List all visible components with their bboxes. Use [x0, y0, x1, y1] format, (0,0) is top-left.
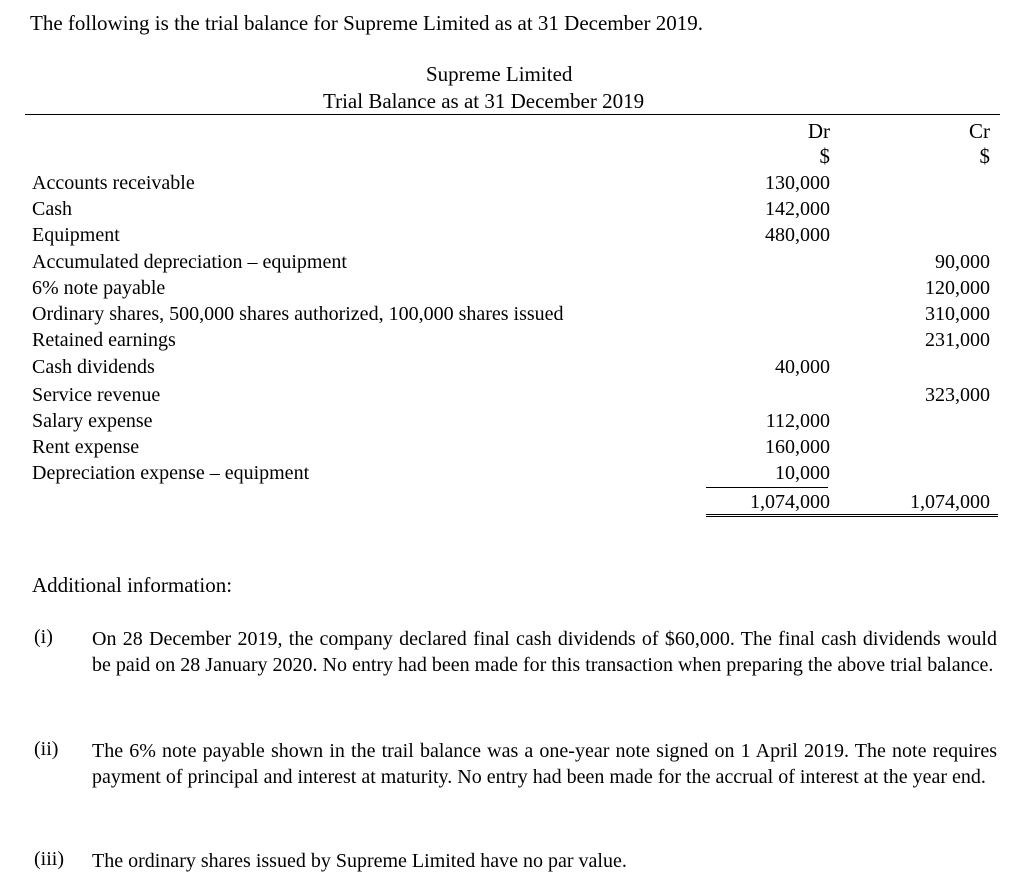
table-row — [32, 327, 992, 353]
note-number: (iii) — [34, 848, 64, 870]
cr-currency: $ — [979, 144, 990, 168]
cr-column-header — [880, 119, 990, 169]
dr-currency: $ — [819, 144, 830, 168]
note-text: The 6% note payable shown in the trail balance was a one-year note signed on 1 April 2019. The note requires payment of principal and interest at maturity. No entry had been made for the accrual of interest at the year end. — [92, 740, 997, 788]
account-name: Retained earnings — [32, 329, 176, 351]
account-name: Equipment — [32, 224, 120, 246]
table-row — [32, 354, 992, 380]
intro-text: The following is the trial balance for Supreme Limited as at 31 December 2019. — [30, 11, 703, 35]
note-text: The ordinary shares issued by Supreme Limited have no par value. — [92, 850, 627, 872]
additional-information-heading: Additional information: — [32, 573, 233, 597]
cr-amount: 310,000 — [925, 303, 990, 325]
company-name: Supreme Limited — [426, 62, 573, 86]
table-row — [32, 249, 992, 275]
account-name: Service revenue — [32, 384, 161, 406]
dr-column-header — [720, 119, 830, 169]
dr-label: Dr — [807, 119, 830, 143]
table-row — [32, 382, 992, 408]
cr-amount: 120,000 — [925, 277, 990, 299]
account-name: Cash — [32, 198, 72, 220]
dr-subtotal-rule — [706, 487, 828, 488]
cr-label: Cr — [969, 119, 990, 143]
table-row — [32, 434, 992, 460]
cr-amount: 90,000 — [935, 251, 990, 273]
cr-amount: 231,000 — [925, 329, 990, 351]
cr-amount: 323,000 — [925, 384, 990, 406]
table-row — [32, 275, 992, 301]
dr-amount: 130,000 — [765, 172, 830, 194]
dr-amount: 160,000 — [765, 436, 830, 458]
dr-amount: 480,000 — [765, 224, 830, 246]
table-row — [32, 196, 992, 222]
table-row — [32, 408, 992, 434]
table-row — [32, 301, 992, 327]
total-double-rule — [706, 514, 998, 517]
account-name: Salary expense — [32, 410, 153, 432]
account-name: Accounts receivable — [32, 172, 195, 194]
dr-amount: 40,000 — [775, 356, 830, 378]
dr-amount: 112,000 — [765, 410, 830, 432]
note-number: (i) — [34, 626, 53, 648]
account-name: Accumulated depreciation – equipment — [32, 251, 347, 273]
account-name: Ordinary shares, 500,000 shares authorized, 100,000 shares issued — [32, 303, 564, 325]
note-text: On 28 December 2019, the company declared final cash dividends of $60,000. The final cash dividends would be paid on 28 January 2020. No entry had been made for this transaction when preparing the above trial balance. — [92, 628, 997, 676]
table-row — [32, 222, 992, 248]
account-name: Rent expense — [32, 436, 140, 458]
dr-total: 1,074,000 — [750, 491, 830, 513]
table-row — [32, 170, 992, 196]
dr-amount: 142,000 — [765, 198, 830, 220]
dr-amount: 10,000 — [775, 462, 830, 484]
trial-balance-title: Trial Balance as at 31 December 2019 — [323, 89, 645, 113]
note-number: (ii) — [34, 738, 59, 760]
account-name: Cash dividends — [32, 356, 155, 378]
account-name: Depreciation expense – equipment — [32, 462, 310, 484]
header-rule — [25, 114, 1000, 115]
table-row — [32, 460, 992, 486]
cr-total: 1,074,000 — [910, 491, 990, 513]
account-name: 6% note payable — [32, 277, 166, 299]
